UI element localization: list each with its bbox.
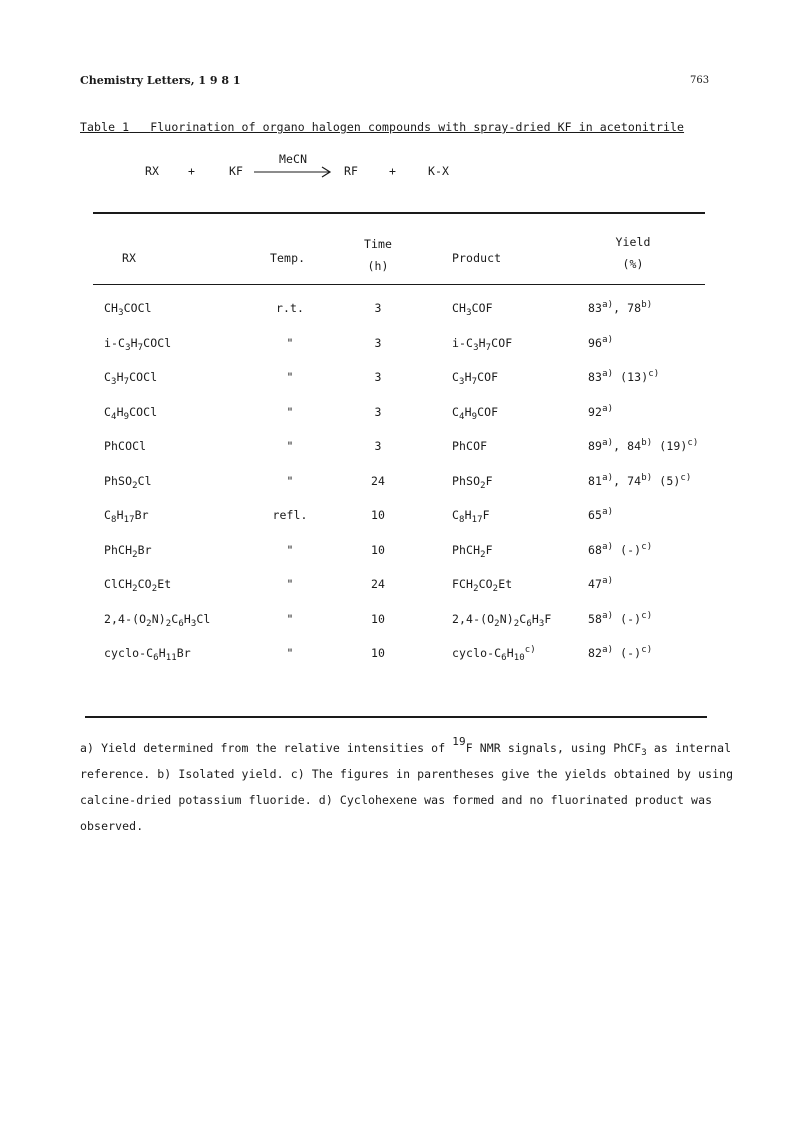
cell-product: cyclo-$C_6H_{10}^{c)}$ [452, 645, 536, 663]
equation-kx: K-X [428, 164, 450, 178]
cell-temp: " [286, 370, 294, 384]
cell-product: $C_4H_9COF$ [452, 405, 499, 422]
cell-temp: refl. [272, 508, 308, 522]
cell-product: $C_3H_7COF$ [452, 370, 499, 387]
cell-temp: r.t. [275, 301, 305, 315]
equation-rf: RF [344, 164, 359, 178]
cell-yield: 83$^{a)}$, 78$^{b)}$ [588, 300, 653, 315]
cell-rx: PhSO$_2$Cl [104, 474, 152, 491]
cell-time: 24 [370, 474, 386, 488]
equation-plus-2: + [389, 164, 397, 178]
cell-temp: " [286, 612, 294, 626]
cell-rx: $C_4H_9COCl$ [104, 405, 158, 422]
table-bottom-rule [85, 716, 707, 718]
cell-rx: $CH_3COCl$ [104, 301, 152, 318]
cell-temp: " [286, 405, 294, 419]
table-header-rule [93, 284, 705, 285]
table-caption [80, 120, 684, 134]
column-header-rx: RX [122, 251, 137, 265]
cell-yield: 81$^{a)}$, 74$^{b)}$ $(5)^{c)}$ [588, 473, 692, 488]
cell-time: 3 [374, 439, 382, 453]
cell-yield: 65$^{a)}$ [588, 507, 614, 522]
cell-temp: " [286, 577, 294, 591]
cell-time: 3 [374, 336, 382, 350]
page-number: 763 [690, 75, 710, 86]
cell-product: $CH_3COF$ [452, 301, 493, 318]
cell-temp: " [286, 543, 294, 557]
cell-temp: " [286, 336, 294, 350]
cell-rx: $C_3H_7COCl$ [104, 370, 158, 387]
equation-kf: KF [229, 164, 244, 178]
cell-time: 10 [370, 612, 386, 626]
footnote-line: reference. b) Isolated yield. c) The figures in parentheses give the yields obtained by using [80, 767, 734, 781]
cell-time: 24 [370, 577, 386, 591]
column-header-time-unit: (h) [367, 259, 389, 273]
cell-rx: PhCOCl [104, 439, 147, 453]
cell-time: 10 [370, 543, 386, 557]
cell-product: $C_8H_{17}F$ [452, 508, 490, 525]
equation-plus-1: + [188, 164, 196, 178]
cell-yield: 47$^{a)}$ [588, 576, 614, 591]
footnote-line: calcine-dried potassium fluoride. d) Cyclohexene was formed and no fluorinated product was [80, 793, 713, 807]
cell-rx: PhCH$_2$Br [104, 543, 152, 560]
table-label: Table 1 [80, 120, 130, 134]
cell-product: PhSO$_2$F [452, 474, 493, 491]
cell-rx: $ClCH_2CO_2Et$ [104, 577, 172, 594]
cell-time: 10 [370, 508, 386, 522]
cell-temp: " [286, 439, 294, 453]
column-header-product: Product [452, 251, 502, 265]
cell-time: 10 [370, 646, 386, 660]
table-title: Fluorination of organo halogen compounds with spray-dried KF in acetonitrile [150, 120, 685, 134]
cell-product: PhCOF [452, 439, 488, 453]
column-header-temp: Temp. [270, 251, 306, 265]
equation-solvent: MeCN [279, 152, 308, 166]
cell-temp: " [286, 646, 294, 660]
cell-product: PhCH$_2$F [452, 543, 493, 560]
table-top-rule [93, 212, 705, 214]
footnote-line: a) Yield determined from the relative intensities of $^{19}$F NMR signals, using PhCF$_3$ as internal [80, 735, 732, 758]
cell-product: $2,4-(O_2N)_2C_6H_3F$ [452, 612, 552, 629]
cell-time: 3 [374, 405, 382, 419]
column-header-yield: Yield [615, 235, 651, 249]
cell-yield: 58$^{a)}$ $(-)^{c)}$ [588, 611, 653, 626]
cell-temp: " [286, 474, 294, 488]
cell-yield: 96$^{a)}$ [588, 335, 614, 350]
cell-yield: 89$^{a)}$, 84$^{b)}$ $(19)^{c)}$ [588, 438, 699, 453]
cell-yield: 83$^{a)}$ $(13)^{c)}$ [588, 369, 660, 384]
footnote-line: observed. [80, 819, 144, 833]
cell-rx: $2,4-(O_2N)_2C_6H_3Cl$ [104, 612, 211, 629]
cell-rx: $C_8H_{17}Br$ [104, 508, 149, 525]
cell-yield: 68$^{a)}$ $(-)^{c)}$ [588, 542, 653, 557]
equation-rx: RX [145, 164, 160, 178]
cell-product: $i-C_3H_7COF$ [452, 336, 513, 353]
cell-yield: 82$^{a)}$ $(-)^{c)}$ [588, 645, 653, 660]
column-header-time: Time [363, 237, 393, 251]
cell-product: $FCH_2CO_2Et$ [452, 577, 513, 594]
journal-header: Chemistry Letters, 1 9 8 1 [80, 74, 241, 87]
reaction-arrow-icon [254, 166, 332, 178]
cell-time: 3 [374, 370, 382, 384]
column-header-yield-unit: (%) [622, 257, 644, 271]
cell-rx: cyclo-$C_6H_{11}Br$ [104, 646, 191, 663]
cell-yield: 92$^{a)}$ [588, 404, 614, 419]
cell-time: 3 [374, 301, 382, 315]
cell-rx: $i-C_3H_7COCl$ [104, 336, 172, 353]
